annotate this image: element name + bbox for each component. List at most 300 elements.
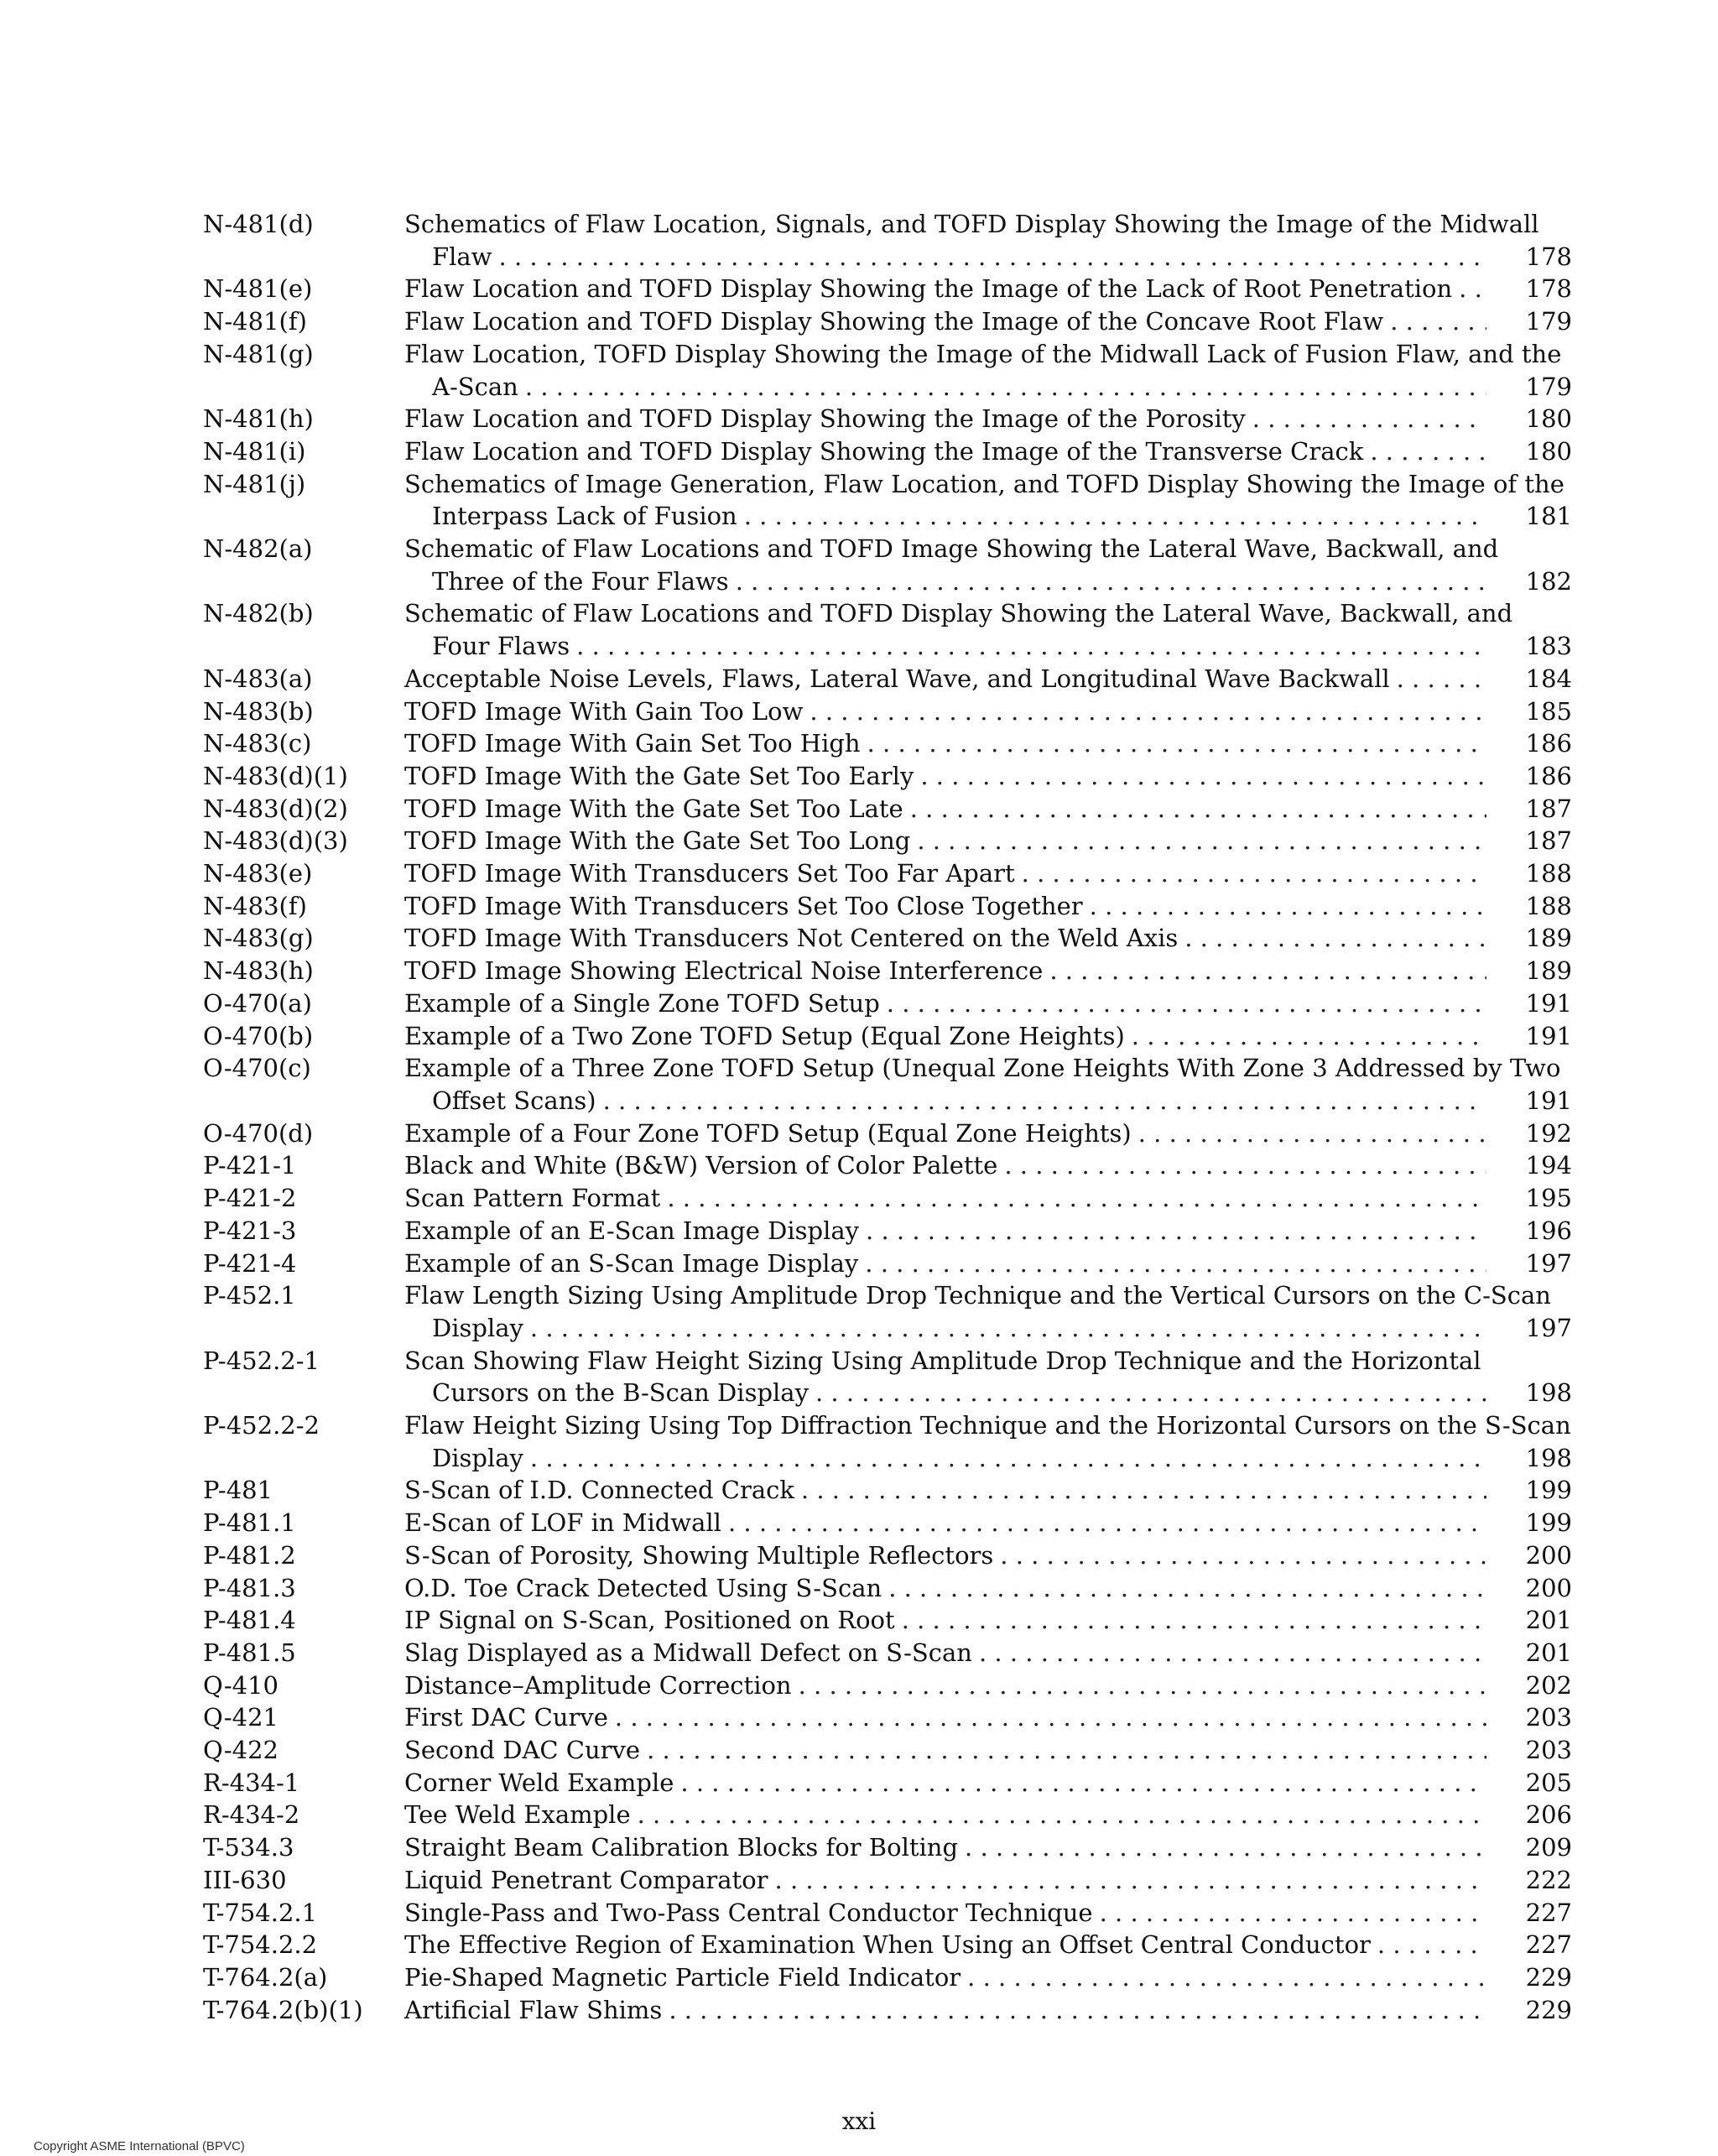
toc-entry[interactable] (203, 922, 1572, 955)
title-text: TOFD Image With the Gate Set Too Late (404, 794, 903, 823)
title-text: First DAC Curve (404, 1703, 608, 1732)
dot-leader (865, 1247, 1486, 1280)
page-ref: 197 (1525, 1313, 1572, 1342)
dot-leader (888, 1572, 1486, 1605)
dot-leader (1049, 955, 1486, 987)
toc-entry[interactable] (203, 1409, 1572, 1474)
title-text: Flaw Location and TOFD Display Showing the Image of the Transverse Crack (404, 436, 1364, 466)
figure-number: P-421-4 (203, 1248, 297, 1278)
figure-number: T-764.2(b)(1) (203, 1995, 363, 2024)
dot-leader (801, 1474, 1486, 1507)
dot-leader (576, 630, 1486, 663)
title-text: Schematics of Flaw Location, Signals, and TOFD Display Showing the Image of the Midwall (404, 210, 1539, 238)
page-ref: 184 (1525, 664, 1572, 693)
title-line (404, 1994, 1486, 2027)
page-ref: 181 (1525, 502, 1572, 531)
title-text: TOFD Image With the Gate Set Too Early (404, 761, 914, 790)
title-text: TOFD Image With Gain Set Too High (404, 729, 861, 758)
figure-number: N-481(g) (203, 339, 314, 368)
page-ref: 229 (1525, 1995, 1572, 2024)
title-text: Display (432, 1443, 523, 1472)
figure-title (404, 1864, 1486, 1897)
dot-leader (530, 1312, 1486, 1345)
title-line (404, 1052, 1561, 1085)
title-text: Flaw (432, 242, 492, 271)
page-ref: 186 (1525, 729, 1572, 758)
dot-leader (1000, 1539, 1486, 1572)
figure-number: N-483(a) (203, 664, 313, 693)
page-ref: 180 (1525, 436, 1572, 466)
figure-number: N-481(h) (203, 404, 314, 434)
page-ref: 227 (1525, 1930, 1572, 1960)
dot-leader (1100, 1897, 1486, 1929)
title-line (404, 1767, 1486, 1799)
dot-leader (638, 1799, 1486, 1831)
page-ref: 201 (1525, 1638, 1572, 1667)
figure-number: N-483(d)(1) (203, 761, 348, 790)
title-text: Black and White (B&W) Version of Color Palette (404, 1151, 998, 1180)
title-line (404, 1539, 1486, 1572)
toc-entry[interactable] (203, 1149, 1572, 1182)
dot-leader (867, 727, 1486, 760)
toc-entry[interactable] (203, 338, 1572, 403)
page-ref: 198 (1525, 1378, 1572, 1408)
toc-entry[interactable] (203, 857, 1572, 890)
title-continuation (404, 1377, 1486, 1409)
title-line (404, 403, 1486, 435)
figure-title (404, 1669, 1486, 1702)
title-text: Artificial Flaw Shims (404, 1995, 663, 2024)
toc-entry[interactable] (203, 305, 1572, 338)
figure-title (404, 305, 1486, 338)
title-text: Interpass Lack of Fusion (432, 502, 737, 531)
title-text: A-Scan (432, 372, 518, 401)
page-ref: 229 (1525, 1962, 1572, 1992)
dot-leader (736, 565, 1486, 598)
title-text: TOFD Image With Gain Too Low (404, 696, 804, 726)
title-text: Flaw Location and TOFD Display Showing the Image of the Porosity (404, 404, 1246, 434)
figure-title (404, 1182, 1486, 1215)
title-line (404, 727, 1486, 760)
figure-title (404, 1507, 1486, 1539)
title-line (404, 1117, 1486, 1150)
dot-leader (1132, 1020, 1486, 1053)
title-text: Corner Weld Example (404, 1768, 674, 1797)
dot-leader (603, 1085, 1486, 1117)
page-ref: 196 (1525, 1216, 1572, 1245)
title-text: Schematic of Flaw Locations and TOFD Image Showing the Lateral Wave, Backwall, and (404, 534, 1499, 564)
title-line (404, 1831, 1486, 1864)
figure-number: III-630 (203, 1865, 287, 1894)
page-ref: 227 (1525, 1898, 1572, 1927)
toc-entry[interactable] (203, 435, 1572, 468)
title-line (404, 435, 1486, 468)
toc-entry[interactable] (203, 987, 1572, 1020)
page-ref: 189 (1525, 956, 1572, 986)
toc-entry[interactable] (203, 1831, 1572, 1864)
title-text: S-Scan of I.D. Connected Crack (404, 1476, 794, 1505)
dot-leader (1397, 663, 1486, 695)
title-text: Single-Pass and Two-Pass Central Conductor Technique (404, 1898, 1093, 1927)
toc-entry[interactable] (203, 208, 1572, 273)
figure-number: P-481.1 (203, 1508, 296, 1538)
figure-title (404, 760, 1486, 793)
title-line (404, 1734, 1486, 1767)
dot-leader (615, 1701, 1486, 1734)
toc-entry[interactable] (203, 1897, 1572, 1929)
figure-title (404, 1701, 1486, 1734)
toc-entry[interactable] (203, 955, 1572, 987)
figure-title (404, 1539, 1486, 1572)
figure-title (404, 1572, 1486, 1605)
figure-title (404, 890, 1486, 923)
title-text: Slag Displayed as a Midwall Defect on S-Scan (404, 1638, 972, 1667)
toc-entry[interactable] (203, 1734, 1572, 1767)
toc-entry[interactable] (203, 1669, 1572, 1702)
toc-entry[interactable] (203, 695, 1572, 728)
dot-leader (530, 1442, 1486, 1475)
title-text: E-Scan of LOF in Midwall (404, 1508, 721, 1538)
title-text: Scan Pattern Format (404, 1184, 661, 1213)
figure-title (404, 1474, 1486, 1507)
title-text: Flaw Height Sizing Using Top Diffraction Technique and the Horizontal Cursors on the S-Scan (404, 1411, 1571, 1440)
toc-entry[interactable] (203, 1572, 1572, 1605)
title-text: Offset Scans) (432, 1086, 596, 1115)
title-line (404, 1149, 1486, 1182)
page-ref: 179 (1525, 307, 1572, 336)
toc-entry[interactable] (203, 1247, 1572, 1280)
toc-entry[interactable] (203, 273, 1572, 305)
title-text: TOFD Image With Transducers Set Too Far Apart (404, 859, 1015, 888)
figure-number: N-483(c) (203, 729, 312, 758)
title-line (404, 1474, 1486, 1507)
figure-number: P-421-3 (203, 1216, 297, 1245)
title-text: Flaw Location and TOFD Display Showing the Image of the Lack of Root Penetration (404, 274, 1453, 304)
figure-number: N-483(b) (203, 696, 314, 726)
figure-number: P-481.5 (203, 1638, 296, 1667)
title-line (404, 1799, 1486, 1831)
figure-title (404, 1799, 1486, 1831)
toc-entry[interactable] (203, 1701, 1572, 1734)
page-ref: 191 (1525, 988, 1572, 1018)
figure-number: O-470(a) (203, 988, 312, 1018)
title-text: Flaw Location and TOFD Display Showing the Image of the Concave Root Flaw (404, 307, 1384, 336)
title-line (404, 1637, 1486, 1669)
title-text: Example of a Two Zone TOFD Setup (Equal Zone Heights) (404, 1021, 1125, 1050)
figure-number: N-483(h) (203, 956, 314, 986)
dot-leader (1022, 857, 1486, 890)
title-line (404, 338, 1562, 371)
title-text: Example of a Single Zone TOFD Setup (404, 988, 880, 1018)
page-ref: 199 (1525, 1508, 1572, 1538)
toc-entry[interactable] (203, 1994, 1572, 2027)
dot-leader (667, 1182, 1486, 1215)
title-line (404, 1409, 1571, 1442)
figure-number: Q-410 (203, 1670, 279, 1700)
toc-entry[interactable] (203, 1539, 1572, 1572)
title-text: Example of an S-Scan Image Display (404, 1248, 859, 1278)
title-line (404, 1961, 1486, 1994)
title-text: Example of an E-Scan Image Display (404, 1216, 860, 1245)
figure-number: N-482(b) (203, 599, 314, 628)
toc-entry[interactable] (203, 1474, 1572, 1507)
figure-number: O-470(d) (203, 1118, 314, 1148)
figure-number: N-483(g) (203, 924, 314, 953)
title-continuation (404, 630, 1486, 663)
toc-entry[interactable] (203, 1961, 1572, 1994)
toc-entry[interactable] (203, 760, 1572, 793)
toc-entry[interactable] (203, 403, 1572, 435)
title-text: S-Scan of Porosity, Showing Multiple Reflectors (404, 1540, 994, 1570)
figure-number: N-481(e) (203, 274, 313, 304)
figure-title (404, 695, 1486, 728)
title-text: TOFD Image With Transducers Set Too Close Together (404, 891, 1083, 920)
dot-leader (902, 1604, 1486, 1637)
toc-entry[interactable] (203, 1117, 1572, 1150)
title-text: TOFD Image With Transducers Not Centered on the Weld Axis (404, 924, 1179, 953)
title-text: TOFD Image Showing Electrical Noise Interference (404, 956, 1044, 986)
toc-entry[interactable] (203, 1052, 1572, 1117)
figure-number: T-534.3 (203, 1833, 294, 1862)
title-line (404, 1897, 1486, 1929)
title-line (404, 663, 1486, 695)
title-line (404, 1507, 1486, 1539)
dot-leader (499, 241, 1486, 273)
toc-entry[interactable] (203, 1767, 1572, 1799)
toc-entry[interactable] (203, 597, 1572, 662)
title-text: O.D. Toe Crack Detected Using S-Scan (404, 1573, 882, 1602)
title-text: Flaw Location, TOFD Display Showing the Image of the Midwall Lack of Fusion Flaw, and the (404, 339, 1562, 368)
figure-number: N-481(f) (203, 307, 307, 336)
figure-number: N-481(j) (203, 469, 306, 498)
page-ref: 178 (1525, 274, 1572, 304)
toc-entry[interactable] (203, 663, 1572, 695)
figure-title (404, 273, 1486, 305)
page-ref: 189 (1525, 924, 1572, 953)
page-ref: 178 (1525, 242, 1572, 271)
figure-number: P-452.2-2 (203, 1411, 320, 1440)
title-text: TOFD Image With the Gate Set Too Long (404, 826, 911, 856)
figure-number: N-483(f) (203, 891, 307, 920)
figure-title (404, 857, 1486, 890)
figure-title (404, 1831, 1486, 1864)
title-continuation (404, 371, 1486, 404)
toc-entry[interactable] (203, 1864, 1572, 1897)
figure-number: T-754.2.2 (203, 1930, 318, 1960)
title-line (404, 597, 1513, 630)
page-number: xxi (841, 2107, 877, 2135)
figure-title (404, 727, 1486, 760)
title-line (404, 305, 1486, 338)
title-line (404, 955, 1486, 987)
dot-leader (799, 1669, 1486, 1702)
figure-number: P-481 (203, 1476, 273, 1505)
page-ref: 187 (1525, 826, 1572, 856)
toc-entry[interactable] (203, 1279, 1572, 1344)
title-line (404, 793, 1486, 825)
page-ref: 202 (1525, 1670, 1572, 1700)
figure-title (404, 597, 1513, 662)
page-ref: 182 (1525, 566, 1572, 596)
figure-number: P-481.4 (203, 1606, 296, 1635)
page-ref: 197 (1525, 1248, 1572, 1278)
title-line (404, 760, 1486, 793)
toc-entry[interactable] (203, 1020, 1572, 1053)
title-line (404, 1247, 1486, 1280)
title-text: Second DAC Curve (404, 1736, 641, 1765)
title-line (404, 1279, 1551, 1312)
title-line (404, 922, 1486, 955)
toc-entry[interactable] (203, 793, 1572, 825)
title-text: Flaw Length Sizing Using Amplitude Drop Technique and the Vertical Cursors on the C-Scan (404, 1281, 1551, 1310)
figure-number: N-481(d) (203, 210, 314, 238)
toc-entry[interactable] (203, 1929, 1572, 1961)
figure-number: P-481.2 (203, 1540, 296, 1570)
title-line (404, 1182, 1486, 1215)
dot-leader (979, 1637, 1486, 1669)
title-line (404, 208, 1539, 241)
page-ref: 206 (1525, 1800, 1572, 1830)
page-ref: 203 (1525, 1736, 1572, 1765)
page-ref: 198 (1525, 1443, 1572, 1472)
dot-leader (680, 1767, 1486, 1799)
figure-number: N-481(i) (203, 436, 306, 466)
title-text: IP Signal on S-Scan, Positioned on Root (404, 1606, 895, 1635)
figure-title (404, 403, 1486, 435)
figure-number: P-481.3 (203, 1573, 296, 1602)
figure-title (404, 1734, 1486, 1767)
figure-title (404, 793, 1486, 825)
title-text: Schematics of Image Generation, Flaw Location, and TOFD Display Showing the Image of the (404, 469, 1564, 498)
toc-entry[interactable] (203, 1604, 1572, 1637)
figure-number: R-434-1 (203, 1768, 300, 1797)
page-ref: 209 (1525, 1833, 1572, 1862)
copyright-notice: Copyright ASME International (BPVC) (34, 2139, 245, 2153)
figure-number: N-483(d)(3) (203, 826, 348, 856)
figure-title (404, 208, 1539, 273)
page-ref: 205 (1525, 1768, 1572, 1797)
figure-number: T-754.2.1 (203, 1898, 318, 1927)
dot-leader (920, 760, 1486, 793)
figure-number: O-470(c) (203, 1054, 311, 1083)
title-text: Distance–Amplitude Correction (404, 1670, 792, 1700)
figure-title (404, 1215, 1486, 1247)
toc-entry[interactable] (203, 890, 1572, 923)
title-text: Display (432, 1313, 523, 1342)
toc-entry[interactable] (203, 468, 1572, 533)
dot-leader (1370, 435, 1486, 468)
toc-entry[interactable] (203, 1215, 1572, 1247)
dot-leader (744, 500, 1486, 533)
page-ref: 201 (1525, 1606, 1572, 1635)
page-ref: 187 (1525, 794, 1572, 823)
dot-leader (815, 1377, 1486, 1409)
dot-leader (967, 1961, 1486, 1994)
figure-title (404, 533, 1499, 597)
figure-title (404, 825, 1486, 857)
figure-number: P-452.1 (203, 1281, 296, 1310)
title-text: Tee Weld Example (404, 1800, 631, 1830)
dot-leader (1252, 403, 1486, 435)
page-ref: 186 (1525, 761, 1572, 790)
toc-entry[interactable] (203, 1182, 1572, 1215)
title-text: The Effective Region of Examination When Using an Offset Central Conductor (404, 1930, 1371, 1960)
toc-entry[interactable] (203, 1345, 1572, 1409)
title-line (404, 695, 1486, 728)
page-ref: 179 (1525, 372, 1572, 401)
title-line (404, 1701, 1486, 1734)
dot-leader (1184, 922, 1486, 955)
toc-entry[interactable] (203, 533, 1572, 597)
figure-title (404, 1994, 1486, 2027)
page-ref: 192 (1525, 1118, 1572, 1148)
title-text: Three of the Four Flaws (432, 566, 729, 596)
title-continuation (404, 241, 1486, 273)
title-continuation (404, 565, 1486, 598)
figure-number: N-483(e) (203, 859, 313, 888)
toc-entry[interactable] (203, 727, 1572, 760)
title-line (404, 890, 1486, 923)
title-line (404, 1669, 1486, 1702)
page-ref: 180 (1525, 404, 1572, 434)
toc-entry[interactable] (203, 1507, 1572, 1539)
title-continuation (404, 1312, 1486, 1345)
toc-entry[interactable] (203, 1799, 1572, 1831)
title-line (404, 1345, 1486, 1377)
title-line (404, 1020, 1486, 1053)
title-line (404, 273, 1486, 305)
figure-title (404, 435, 1486, 468)
figure-number: P-452.2-1 (203, 1346, 320, 1375)
page-ref: 183 (1525, 632, 1572, 661)
title-continuation (404, 500, 1486, 533)
figure-number: R-434-2 (203, 1800, 300, 1830)
toc-entry[interactable] (203, 825, 1572, 857)
title-line (404, 1864, 1486, 1897)
dot-leader (669, 1994, 1486, 2027)
title-line (404, 1215, 1486, 1247)
dot-leader (1090, 890, 1486, 923)
title-line (404, 825, 1486, 857)
title-line (404, 1929, 1486, 1961)
title-text: Example of a Three Zone TOFD Setup (Unequal Zone Heights With Zone 3 Addressed by Two (404, 1054, 1561, 1083)
page-ref: 194 (1525, 1151, 1572, 1180)
figure-number: O-470(b) (203, 1021, 314, 1050)
figure-number: N-482(a) (203, 534, 313, 564)
figure-number: P-421-2 (203, 1184, 297, 1213)
figure-title (404, 1345, 1486, 1409)
toc-entry[interactable] (203, 1637, 1572, 1669)
title-text: Four Flaws (432, 632, 570, 661)
dot-leader (1459, 273, 1486, 305)
figure-number: Q-421 (203, 1703, 279, 1732)
page-ref: 191 (1525, 1021, 1572, 1050)
dot-leader (810, 695, 1486, 728)
dot-leader (728, 1507, 1486, 1539)
figure-title (404, 1149, 1486, 1182)
figure-title (404, 1897, 1486, 1929)
figure-title (404, 987, 1486, 1020)
title-text: Acceptable Noise Levels, Flaws, Lateral Wave, and Longitudinal Wave Backwall (404, 664, 1390, 693)
figure-title (404, 1929, 1486, 1961)
title-text: Cursors on the B-Scan Display (432, 1378, 809, 1408)
figure-title (404, 922, 1486, 955)
figure-title (404, 1767, 1486, 1799)
dot-leader (1138, 1117, 1486, 1150)
dot-leader (525, 371, 1486, 404)
figure-number: Q-422 (203, 1736, 279, 1765)
figure-title (404, 955, 1486, 987)
